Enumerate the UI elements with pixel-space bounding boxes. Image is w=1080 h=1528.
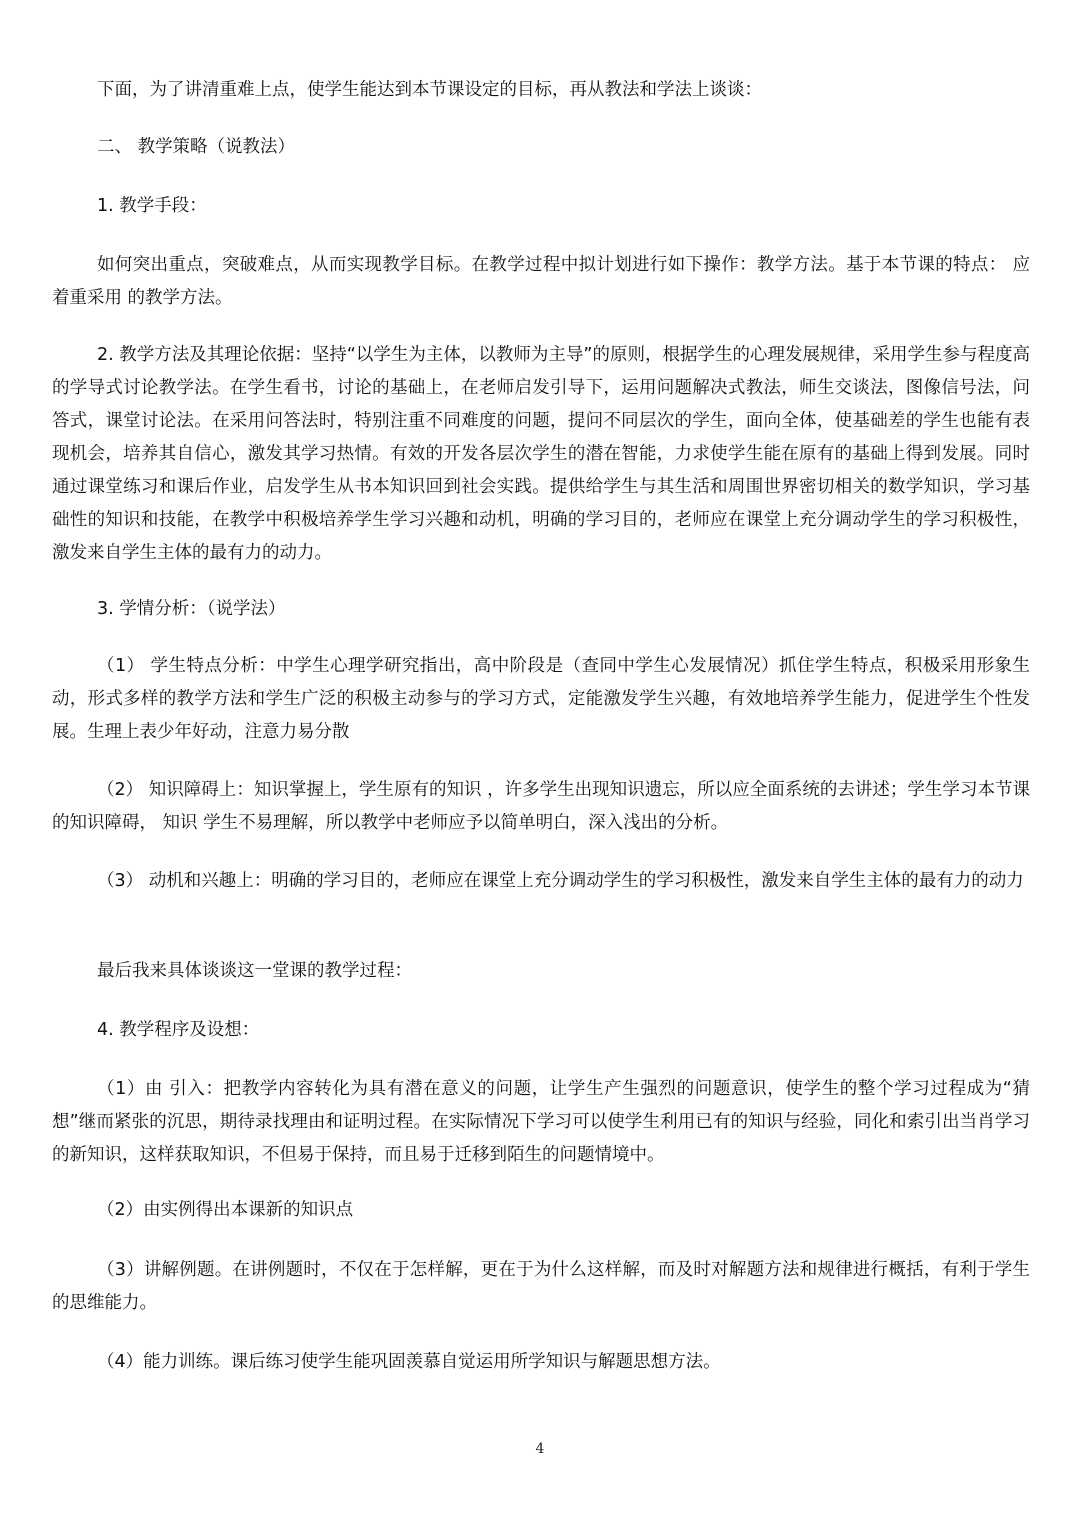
subheading-teaching-procedure: 4. 教学程序及设想： xyxy=(97,1020,260,1040)
paragraph-teaching-process-intro: 最后我来具体谈谈这一堂课的教学过程： xyxy=(97,961,412,981)
paragraph-step-introduction: （1）由 引入：把教学内容转化为具有潜在意义的问题，让学生产生强烈的问题意识，使学生的整个学习过程成为“猜想”继而紧张的沉思，期待录找理由和证明过程。在实际情况下学习可以使学生利用已有的知识与经验，同化和索引出当肖学习的新知识，这样获取知识，不但易于保持，而且易于迁移到陌生的问题情境中。 xyxy=(52,1079,1030,1165)
page-number: 4 xyxy=(535,1441,545,1457)
paragraph-motivation-interest: （3） 动机和兴趣上：明确的学习目的，老师应在课堂上充分调动学生的学习积极性，激发来自学生主体的最有力的动力 xyxy=(97,871,1024,891)
paragraph-step-worked-problems: （3）讲解例题。在讲例题时，不仅在于怎样解，更在于为什么这样解，而及时对解题方法和规律进行概括，有利于学生的思维能力。 xyxy=(52,1260,1030,1313)
subheading-teaching-means: 1. 教学手段： xyxy=(97,196,207,216)
paragraph-knowledge-obstacles: （2） 知识障碍上：知识掌握上，学生原有的知识 ，许多学生出现知识遗忘，所以应全面系统的去讲述；学生学习本节课的知识障碍， 知识 学生不易理解，所以教学中老师应予以简单明白，深入浅出的分析。 xyxy=(52,780,1030,833)
intro-paragraph: 下面，为了讲清重难上点，使学生能达到本节课设定的目标，再从教法和学法上谈谈： xyxy=(97,80,762,100)
paragraph-step-examples: （2）由实例得出本课新的知识点 xyxy=(97,1200,354,1220)
section-heading-teaching-strategy: 二、 教学策略（说教法） xyxy=(97,137,296,157)
paragraph-teaching-means: 如何突出重点，突破难点，从而实现教学目标。在教学过程中拟计划进行如下操作：教学方法。基于本节课的特点： 应着重采用 的教学方法。 xyxy=(52,255,1030,308)
subheading-learning-analysis: 3. 学情分析：（说学法） xyxy=(97,599,286,619)
paragraph-step-ability-training: （4）能力训练。课后练习使学生能巩固羡慕自觉运用所学知识与解题思想方法。 xyxy=(97,1352,721,1372)
paragraph-student-characteristics: （1） 学生特点分析：中学生心理学研究指出，高中阶段是（查同中学生心发展情况）抓住学生特点，积极采用形象生动，形式多样的教学方法和学生广泛的积极主动参与的学习方式，定能激发学生兴趣，有效地培养学生能力，促进学生个性发展。生理上表少年好动，注意力易分散 xyxy=(52,656,1030,742)
paragraph-teaching-methods: 2. 教学方法及其理论依据：坚持“以学生为主体，以教师为主导”的原则，根据学生的心理发展规律，采用学生参与程度高的学导式讨论教学法。在学生看书，讨论的基础上，在老师启发引导下，运用问题解决式教法，师生交谈法，图像信号法，问答式，课堂讨论法。在采用问答法时，特别注重不同难度的问题，提问不同层次的学生，面向全体，使基础差的学生也能有表现机会，培养其自信心，激发其学习热情。有效的开发各层次学生的潜在智能，力求使学生能在原有的基础上得到发展。同时通过课堂练习和课后作业，启发学生从书本知识回到社会实践。提供给学生与其生活和周围世界密切相关的数学知识，学习基础性的知识和技能，在教学中积极培养学生学习兴趣和动机，明确的学习目的，老师应在课堂上充分调动学生的学习积极性，激发来自学生主体的最有力的动力。 xyxy=(52,345,1030,563)
